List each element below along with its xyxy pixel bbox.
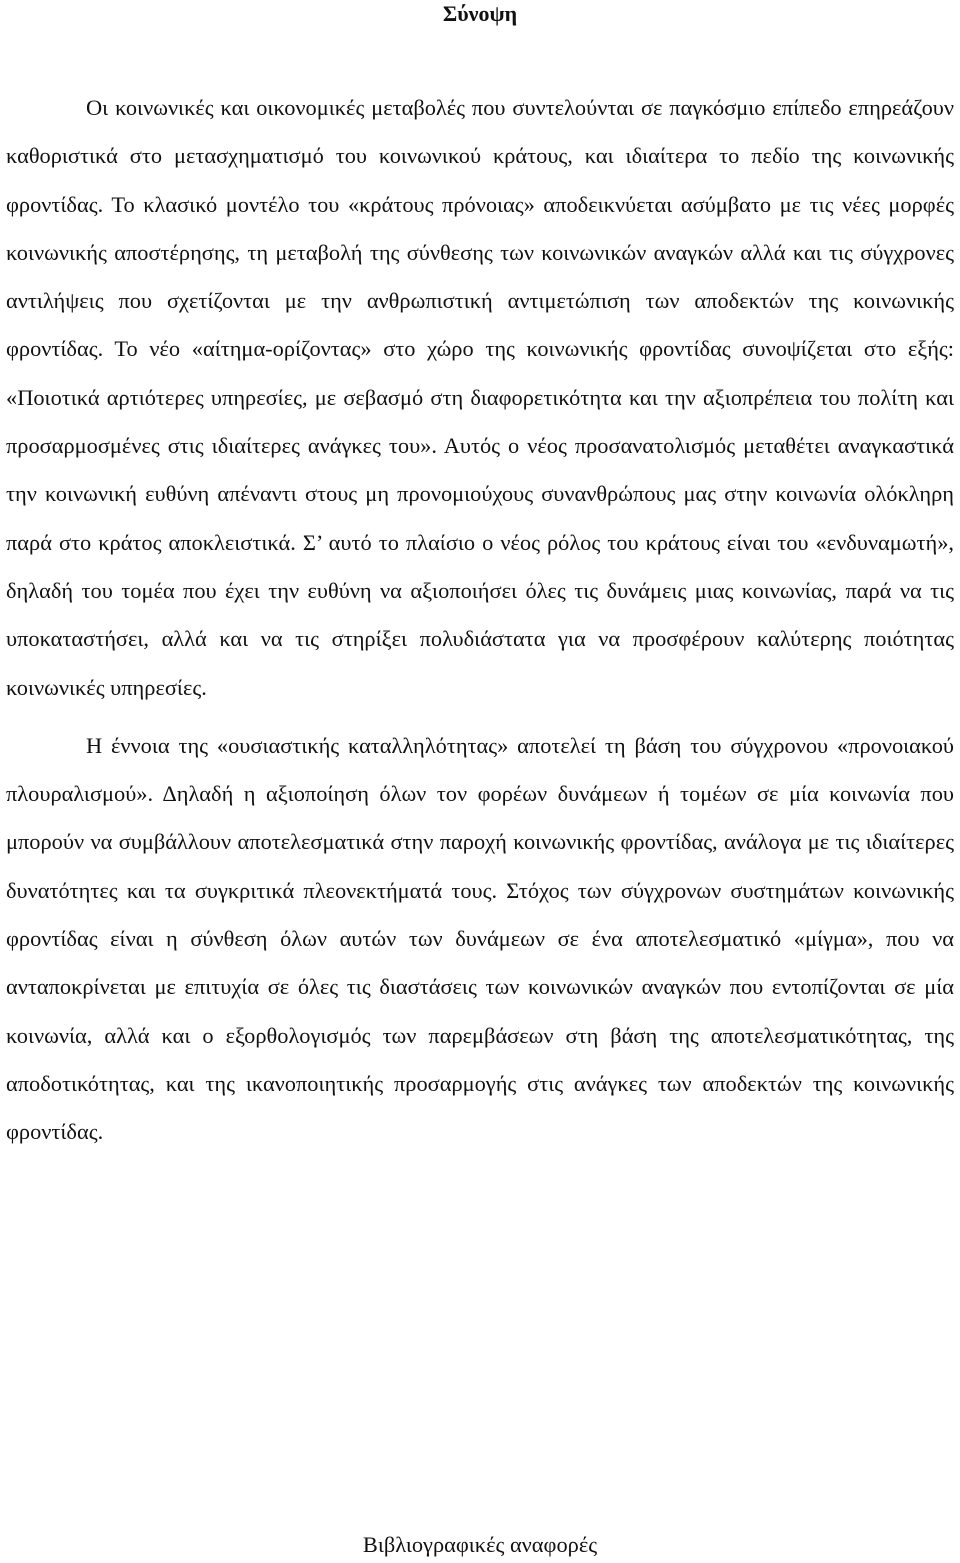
references-heading: Βιβλιογραφικές αναφορές (362, 1532, 598, 1557)
abstract-body (6, 84, 954, 1157)
paragraph-1: Οι κοινωνικές και οικονομικές μεταβολές που συντελούνται σε παγκόσμιο επίπεδο επηρεάζουν καθοριστικά στο μετασχηματισμό του κοινωνικού κράτους, και ιδιαίτερα το πεδίο της κοινωνικής φροντίδας. Το κλασικό μοντέλο του «κράτους πρόνοιας» αποδεικνύεται ασύμβατο με τις νέες μορφές κοινωνικής αποστέρησης, τη μεταβολή της σύνθεσης των κοινωνικών αναγκών αλλά και τις σύγχρονες αντιλήψεις που σχετίζονται με την ανθρωπιστική αντιμετώπιση των αποδεκτών της κοινωνικής φροντίδας. Το νέο «αίτημα-ορίζοντας» στο χώρο της κοινωνικής φροντίδας συνοψίζεται στο εξής: «Ποιοτικά αρτιότερες υπηρεσίες, με σεβασμό στη διαφορετικότητα και την αξιοπρέπεια του πολίτη και προσαρμοσμένες στις ιδιαίτερες ανάγκες του». Αυτός ο νέος προσανατολισμός μεταθέτει αναγκαστικά την κοινωνική ευθύνη απέναντι στους μη προνομιούχους συνανθρώπους μας στην κοινωνία ολόκληρη παρά στο κράτος αποκλειστικά. Σ’ αυτό το πλαίσιο ο νέος ρόλος του κράτους είναι του «ενδυναμωτή», δηλαδή του τομέα που έχει την ευθύνη να αξιοποιήσει όλες τις δυνάμεις μιας κοινωνίας, παρά να τις υποκαταστήσει, αλλά και να τις στηρίξει πολυδιάστατα για να προσφέρουν καλύτερης ποιότητας κοινωνικές υπηρεσίες. (6, 95, 954, 700)
page-title: Σύνοψη (442, 1, 518, 26)
paragraph-2: Η έννοια της «ουσιαστικής καταλληλότητας» αποτελεί τη βάση του σύγχρονου «προνοιακού πλουραλισμού». Δηλαδή η αξιοποίηση όλων τον φορέων δυνάμεων ή τομέων σε μία κοινωνία που μπορούν να συμβάλλουν αποτελεσματικά στην παροχή κοινωνικής φροντίδας, ανάλογα με τις ιδιαίτερες δυνατότητες και τα συγκριτικά πλεονεκτήματά τους. Στόχος των σύγχρονων συστημάτων κοινωνικής φροντίδας είναι η σύνθεση όλων αυτών των δυνάμεων σε ένα αποτελεσματικό «μίγμα», που να ανταποκρίνεται με επιτυχία σε όλες τις διαστάσεις των κοινωνικών αναγκών που εντοπίζονται σε μία κοινωνία, αλλά και ο εξορθολογισμός των παρεμβάσεων στη βάση της αποτελεσματικότητας, της αποδοτικότητας, και της ικανοποιητικής προσαρμογής στις ανάγκες των αποδεκτών της κοινωνικής φροντίδας. (6, 732, 954, 1145)
